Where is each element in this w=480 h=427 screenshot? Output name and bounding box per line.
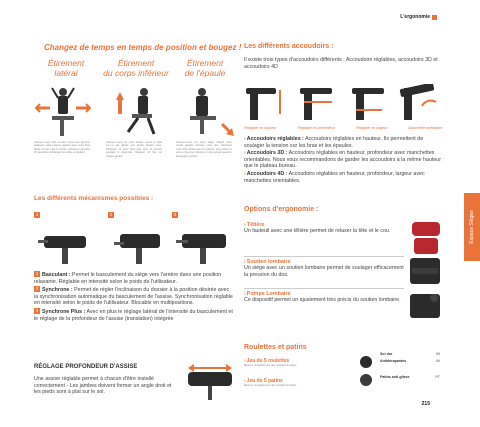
floor-row-1-label: Sol dur <box>380 352 393 356</box>
wheels-item-2-note: Idéal en remplacement des roulettes d'origine <box>244 384 297 387</box>
mechanism-3-number: 3 <box>35 307 39 313</box>
armrest-captions <box>244 126 442 130</box>
stretch-figure-2-icon <box>116 88 154 134</box>
wheels-item-1-name: Jeu de 5 roulettes <box>246 358 290 364</box>
page-number: 215 <box>421 401 430 407</box>
armrest-height-icon <box>246 88 280 120</box>
stretch-col-3-title <box>172 58 238 78</box>
armrest-type-1-name: Accoudoirs réglables : <box>246 136 304 142</box>
wheels-title: Roulettes et patins <box>244 344 307 351</box>
armrest-type-3 <box>244 171 442 184</box>
wheels-item-1 <box>244 358 359 367</box>
mechanism-2-number: 2 <box>35 286 39 292</box>
seat-depth-icon <box>184 358 238 406</box>
chevron-right-icon: › <box>244 259 246 265</box>
headrest-photo-icon <box>408 218 444 256</box>
mechanism-photo-1-number: 1 <box>35 212 39 217</box>
stretch-figure-1-icon <box>36 88 90 136</box>
wheels-photo-icon <box>356 352 376 392</box>
armrest-caption-1: Réglable en hauteur <box>244 126 277 130</box>
floor-row-2-label: Antidérapantes <box>380 359 407 363</box>
mechanism-photo-3-number: 3 <box>173 212 177 217</box>
option-divider-2 <box>244 288 404 289</box>
mechanism-photo-1 <box>34 212 94 268</box>
option-headrest-name: Têtière <box>246 222 265 228</box>
armrest-caption-2: Réglable en profondeur <box>297 126 335 130</box>
armrest-type-1-text: Accoudoirs réglables en hauteur. Ils permettent de soulager la tension sur les bras et les épaules. <box>244 136 424 149</box>
armrest-caption-4: Manchette orientable <box>408 126 442 130</box>
armrest-width-icon <box>352 88 384 120</box>
armrest-type-3-text: Accoudoirs réglables en hauteur, profondeur, largeur avec manchettes orientables. <box>244 170 425 184</box>
armrest-photos <box>244 84 442 124</box>
floor-row-3 <box>380 375 440 379</box>
stretch-col-1-line1: Étirement <box>47 58 85 68</box>
chevron-right-icon: › <box>244 136 246 142</box>
mechanism-item-2 <box>34 286 234 307</box>
chevron-right-icon: › <box>244 291 246 297</box>
option-headrest <box>244 222 404 235</box>
option-lumbar-pump-name: Pompe Lombaire <box>246 291 291 297</box>
armrest-type-2-name: Accoudoirs 3D : <box>246 150 288 157</box>
mechanism-photo-2 <box>108 212 168 268</box>
chevron-right-icon: › <box>244 170 246 177</box>
armrest-depth-icon <box>300 88 332 120</box>
chevron-right-icon: › <box>244 150 246 157</box>
floor-row-1-value: 60 <box>436 352 440 356</box>
armrests-intro: Il existe trois types d'accoudoirs différents : Accoudoirs réglables, accoudoirs 3D et accoudoirs 4D <box>244 57 438 70</box>
mechanisms-title: Les différents mécanismes possibles : <box>34 195 154 202</box>
chair-mechanism-1-icon <box>34 212 94 268</box>
stretch-figure-3-icon <box>190 88 234 136</box>
mechanism-3-text: Avec en plus le réglage latéral de l'intensité du basculement et le réglage de la profondeur de l'assise (translation) intégrée <box>34 308 233 322</box>
lumbar-pump-photo-icon <box>406 288 444 322</box>
stretch-col-2-line1: Étirement <box>117 58 155 68</box>
mechanism-3-name: Synchrone Plus : <box>42 308 86 315</box>
stretch-col-3-line2: de l'épaule <box>184 68 226 78</box>
floor-row-3-label: Patins anti-glisse <box>380 375 410 379</box>
side-tab-label: Espace Sièges <box>469 210 475 244</box>
depth-text: Une assise réglable permet à chacun d'être installé correctement - Les jambes doivent former un angle droit et les pieds sont à plat sur le sol. <box>34 376 172 396</box>
floor-row-2-value: 60 <box>436 359 440 363</box>
floor-row-2 <box>380 359 440 363</box>
floor-row-1 <box>380 352 440 356</box>
option-lumbar-pump-text: Ce dispositif permet un ajustement très précis du soutien lombaire. <box>244 297 401 303</box>
stretch-col-2-title <box>98 58 174 78</box>
chevron-right-icon: › <box>244 378 246 384</box>
armrest-types-list <box>244 136 442 185</box>
stretch-illustrations <box>34 86 240 138</box>
mechanism-1-text: Permet le basculement du siège vers l'arrière dans une position relaxante. Réglable en intensité selon le poids de l'utilisateur. <box>34 272 222 285</box>
depth-title: RÉGLAGE PROFONDEUR D'ASSISE <box>34 364 138 370</box>
lumbar-photo-icon <box>406 254 444 288</box>
chevron-right-icon: › <box>244 222 246 228</box>
armrests-title: Les différents accoudoirs : <box>244 43 334 50</box>
wheels-item-2-name: Jeu de 5 patins <box>246 378 283 384</box>
floor-row-3-value: PT <box>435 375 440 379</box>
stretch-col-1-line2: latéral <box>54 68 78 78</box>
option-divider-1 <box>244 256 404 257</box>
armrest-type-2-text: Accoudoirs réglables en hauteur, profondeur avec manchettes orientables. Nous vous recommandons de garder les accoudoirs à la même hauteur que le plateau bureau. <box>244 150 441 170</box>
option-lumbar <box>244 259 404 278</box>
mechanism-item-1 <box>34 271 234 285</box>
mechanism-item-3 <box>34 308 234 322</box>
option-lumbar-name: Soutien lombaire <box>246 259 291 265</box>
chair-mechanism-3-icon <box>172 212 232 268</box>
stretch-col-3-line1: Étirement <box>186 58 224 68</box>
armrest-swivel-icon <box>400 84 436 120</box>
mechanism-2-text: Permet de régler l'inclinaison du dossier à la position désirée avec la synchronisation automatique du basculement de l'assise. Synchronisation réglable en intensité selon le poids de l'utilisateur. Blocable en multipositions. <box>34 287 233 307</box>
option-lumbar-pump <box>244 291 404 304</box>
page-header-title: L'ergonomie <box>400 14 430 20</box>
armrest-variants-icon <box>244 84 442 124</box>
chair-mechanism-2-icon <box>108 212 168 268</box>
stretch-desc-2: Asseyez-vous sur votre chaise, posez le pied sur le sol. Étirez une jambe devant vous. Soulevez ou avez haut que vous le pouvez pendant 2 secondes. Répétez 10 fois sur chaque jambe. <box>106 141 162 158</box>
option-headrest-text: Un fauteuil avec une têtière permet de relaxer la tête et le cou. <box>244 228 391 234</box>
header-accent-square <box>432 15 437 20</box>
floor-table <box>380 352 440 379</box>
option-lumbar-text: Un siège avec un soutien lombaire permet de soulager efficacement la pression du dos. <box>244 265 404 278</box>
mechanism-1-number: 1 <box>35 271 39 276</box>
stretch-col-1-title <box>34 58 98 78</box>
stretch-desc-3: Asseyez-vous sur votre siège, dirigez votre coude gauche derrière votre dos. Saisissez votre bras droite avec la gratteur, puis placez le vers le bas pour étendre à votre épaule gauche. Echangez et étirez. <box>176 141 232 158</box>
armrest-type-3-name: Accoudoirs 4D : <box>246 170 288 177</box>
stretch-col-2-line2: du corps inférieur <box>103 68 169 78</box>
mechanism-2-name: Synchrone : <box>42 287 73 294</box>
wheels-item-1-note: Idéal en remplacement des roulettes d'origine <box>244 364 297 367</box>
armrest-type-2 <box>244 150 442 170</box>
stretch-desc-1: Asseyez-vous droit et sans votre bras gauche, saisissez votre poignet gauche avec votre bras droite et tirez vers la droite, maintenez pendant 10 secondes. Echangez les côtés et répétez. <box>34 141 90 155</box>
armrest-caption-3: Réglable en largeur <box>356 126 388 130</box>
stretch-section-title: Changez de temps en temps de position et bougez ! <box>44 43 242 52</box>
options-title: Options d'ergonomie : <box>244 206 319 213</box>
mechanism-photo-2-number: 2 <box>109 212 113 217</box>
mechanism-photo-3 <box>172 212 232 268</box>
wheels-item-2 <box>244 378 359 387</box>
mechanism-list <box>34 271 234 323</box>
section-side-tab <box>464 193 480 261</box>
chevron-right-icon: › <box>244 358 246 364</box>
armrest-type-1 <box>244 136 442 149</box>
mechanism-1-name: Basculant : <box>42 272 71 278</box>
